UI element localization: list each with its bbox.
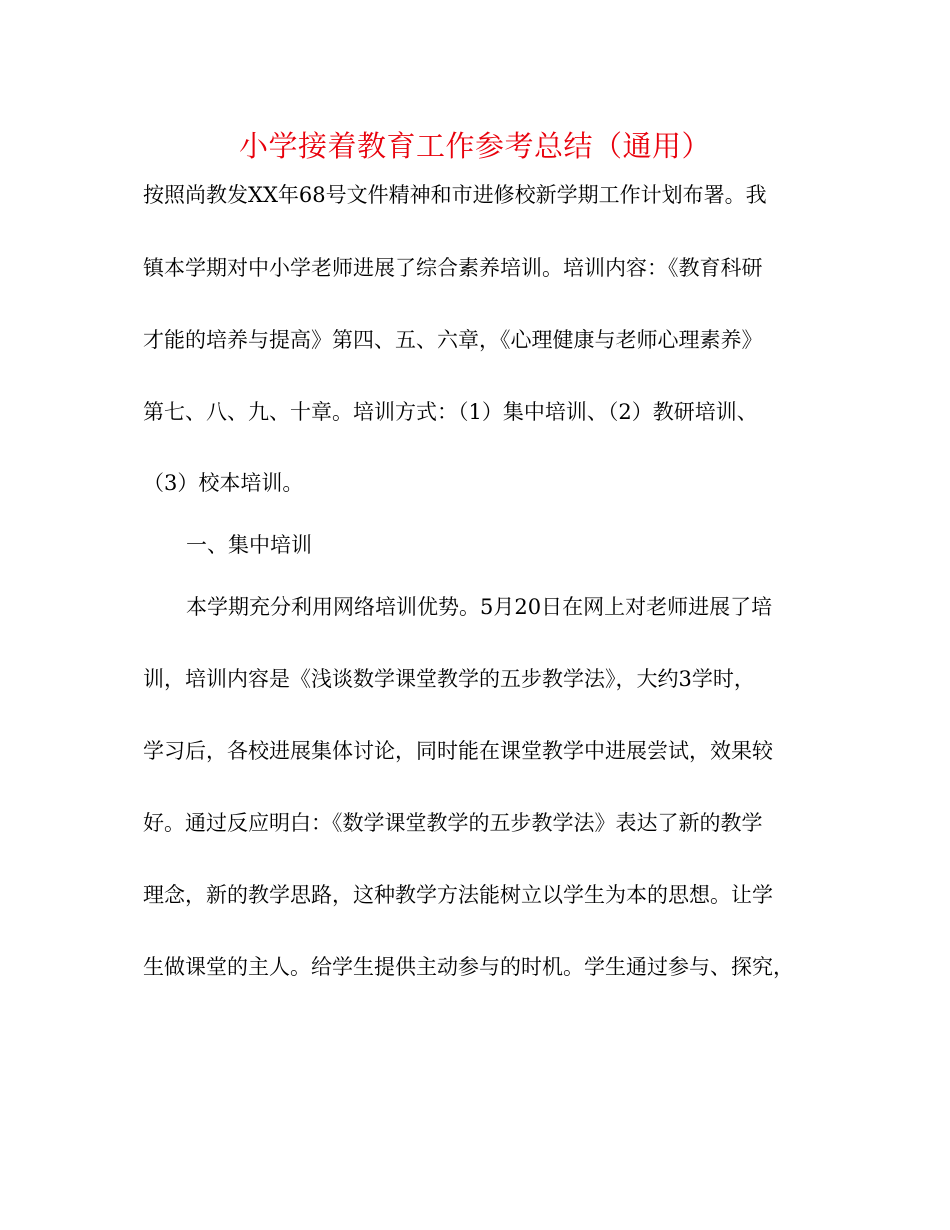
paragraph-line: （3）校本培训。 [143, 471, 304, 495]
paragraph-line: 按照尚教发XX年68号文件精神和市进修校新学期工作计划布署。我 [143, 183, 767, 207]
paragraph-line: 生做课堂的主人。给学生提供主动参与的时机。学生通过参与、探究， [143, 955, 794, 979]
paragraph-line: 学习后，各校进展集体讨论，同时能在课堂教学中进展尝试，效果较 [143, 739, 773, 763]
paragraph-line: 理念，新的教学思路，这种教学方法能树立以学生为本的思想。让学 [143, 883, 773, 907]
document-title: 小学接着教育工作参考总结（通用） [238, 129, 711, 163]
paragraph-line: 镇本学期对中小学老师进展了综合素养培训。培训内容：《教育科研 [143, 256, 763, 280]
paragraph-line: 才能的培养与提高》第四、五、六章，《心理健康与老师心理素养》 [143, 328, 763, 352]
paragraph-line: 好。通过反应明白：《数学课堂教学的五步教学法》表达了新的教学 [143, 811, 763, 835]
section-heading: 一、集中培训 [186, 533, 312, 557]
paragraph-line: 本学期充分利用网络培训优势。5月20日在网上对老师进展了培 [186, 595, 773, 619]
paragraph-line: 训，培训内容是《浅谈数学课堂教学的五步教学法》，大约3学时， [143, 667, 755, 691]
paragraph-line: 第七、八、九、十章。培训方式：（1）集中培训、（2）教研培训、 [143, 400, 758, 424]
